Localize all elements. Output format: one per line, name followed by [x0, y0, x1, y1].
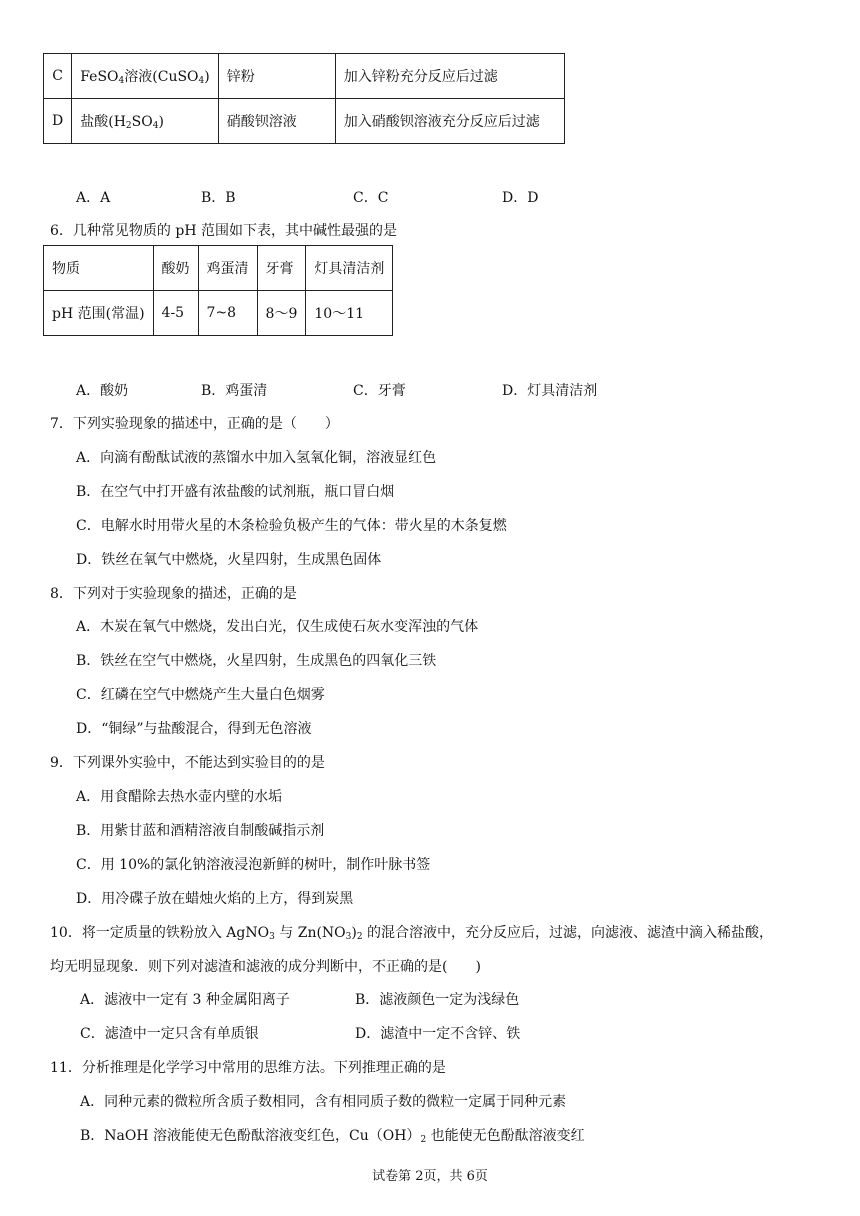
method-cell: 加入硝酸钡溶液充分反应后过滤	[335, 99, 564, 144]
q10-stem-line2: 均无明显现象．则下列对滤渣和滤液的成分判断中，不正确的是( )	[50, 959, 481, 975]
purification-table	[43, 53, 565, 144]
q10-stem: 10．将一定质量的铁粉放入 AgNO$_3$ 与 $Zn(NO_3)_2$ 的混合溶液中，充分反应后，过滤，向滤液、滤渣中滴入稀盐酸，	[50, 925, 774, 942]
q7-stem: 7．下列实验现象的描述中，正确的是（ ）	[50, 416, 339, 432]
q8-option-b[interactable]: B．铁丝在空气中燃烧，火星四射，生成黑色的四氧化三铁	[76, 653, 437, 669]
row-label: D	[44, 99, 72, 144]
q11-stem: 11．分析推理是化学学习中常用的思维方法。下列推理正确的是	[50, 1060, 446, 1076]
table-row	[44, 246, 393, 291]
value-cell: 8～9	[257, 291, 306, 336]
q11-option-a[interactable]: A．同种元素的微粒所含质子数相同，含有相同质子数的微粒一定属于同种元素	[80, 1094, 567, 1110]
q8-option-a[interactable]: A．木炭在氧气中燃烧，发出白光，仅生成使石灰水变浑浊的气体	[76, 619, 479, 635]
q7-option-c[interactable]: C．电解水时用带火星的木条检验负极产生的气体：带火星的木条复燃	[76, 518, 507, 534]
header-cell: 鸡蛋清	[198, 246, 257, 291]
table-row	[44, 99, 565, 144]
ph-table	[43, 245, 393, 336]
q8-option-d[interactable]: D．“铜绿”与盐酸混合，得到无色溶液	[76, 721, 312, 737]
q6-stem: 6．几种常见物质的 pH 范围如下表，其中碱性最强的是	[50, 223, 397, 239]
q7-option-b[interactable]: B．在空气中打开盛有浓盐酸的试剂瓶，瓶口冒白烟	[76, 484, 395, 500]
q9-stem: 9．下列课外实验中，不能达到实验目的的是	[50, 755, 325, 771]
q7-option-a[interactable]: A．向滴有酚酞试液的蒸馏水中加入氢氧化铜，溶液显红色	[76, 450, 437, 466]
q10-option-a[interactable]: A．滤液中一定有 3 种金属阳离子	[80, 992, 290, 1008]
page-footer: 试卷第 2页，共 6页	[372, 1169, 488, 1184]
header-cell: 灯具清洁剂	[306, 246, 393, 291]
header-cell: 牙膏	[257, 246, 306, 291]
q5-option-d[interactable]: D．D	[502, 190, 539, 206]
q11-option-b[interactable]: B．NaOH 溶液能使无色酚酞溶液变红色，$Cu(OH)_2$ 也能使无色酚酞溶液变红	[80, 1128, 585, 1145]
sample-cell: FeSO$_4$溶液(CuSO$_4$)	[72, 54, 219, 99]
q10-option-b[interactable]: B．滤液颜色一定为浅绿色	[355, 992, 520, 1008]
value-cell: 4-5	[153, 291, 198, 336]
q5-option-b[interactable]: B．B	[201, 190, 236, 206]
q10-option-d[interactable]: D．滤渣中一定不含锌、铁	[355, 1026, 521, 1042]
q9-option-b[interactable]: B．用紫甘蓝和酒精溶液自制酸碱指示剂	[76, 823, 325, 839]
q10-option-c[interactable]: C．滤渣中一定只含有单质银	[80, 1026, 259, 1042]
q6-option-d[interactable]: D．灯具清洁剂	[502, 383, 598, 399]
q7-option-d[interactable]: D．铁丝在氧气中燃烧，火星四射，生成黑色固体	[76, 552, 382, 568]
header-cell: 物质	[44, 246, 154, 291]
reagent-cell: 锌粉	[218, 54, 335, 99]
reagent-cell: 硝酸钡溶液	[218, 99, 335, 144]
value-cell: 7~8	[198, 291, 257, 336]
q9-option-c[interactable]: C．用 10%的氯化钠溶液浸泡新鲜的树叶，制作叶脉书签	[76, 857, 431, 873]
table-row	[44, 54, 565, 99]
q9-option-a[interactable]: A．用食醋除去热水壶内壁的水垢	[76, 789, 283, 805]
q6-option-c[interactable]: C．牙膏	[353, 383, 406, 399]
row-label: C	[44, 54, 72, 99]
q9-option-d[interactable]: D．用冷碟子放在蜡烛火焰的上方，得到炭黑	[76, 891, 354, 907]
method-cell: 加入锌粉充分反应后过滤	[335, 54, 564, 99]
value-cell: 10～11	[306, 291, 393, 336]
sample-cell: 盐酸$(H_2SO_4)$	[72, 99, 219, 144]
value-cell: pH 范围(常温)	[44, 291, 154, 336]
table-row	[44, 291, 393, 336]
q6-option-a[interactable]: A．酸奶	[76, 383, 129, 399]
header-cell: 酸奶	[153, 246, 198, 291]
q5-option-a[interactable]: A．A	[76, 190, 111, 206]
q8-stem: 8．下列对于实验现象的描述，正确的是	[50, 586, 297, 602]
q8-option-c[interactable]: C．红磷在空气中燃烧产生大量白色烟雾	[76, 687, 325, 703]
q5-option-c[interactable]: C．C	[353, 190, 389, 206]
q6-option-b[interactable]: B．鸡蛋清	[201, 383, 268, 399]
